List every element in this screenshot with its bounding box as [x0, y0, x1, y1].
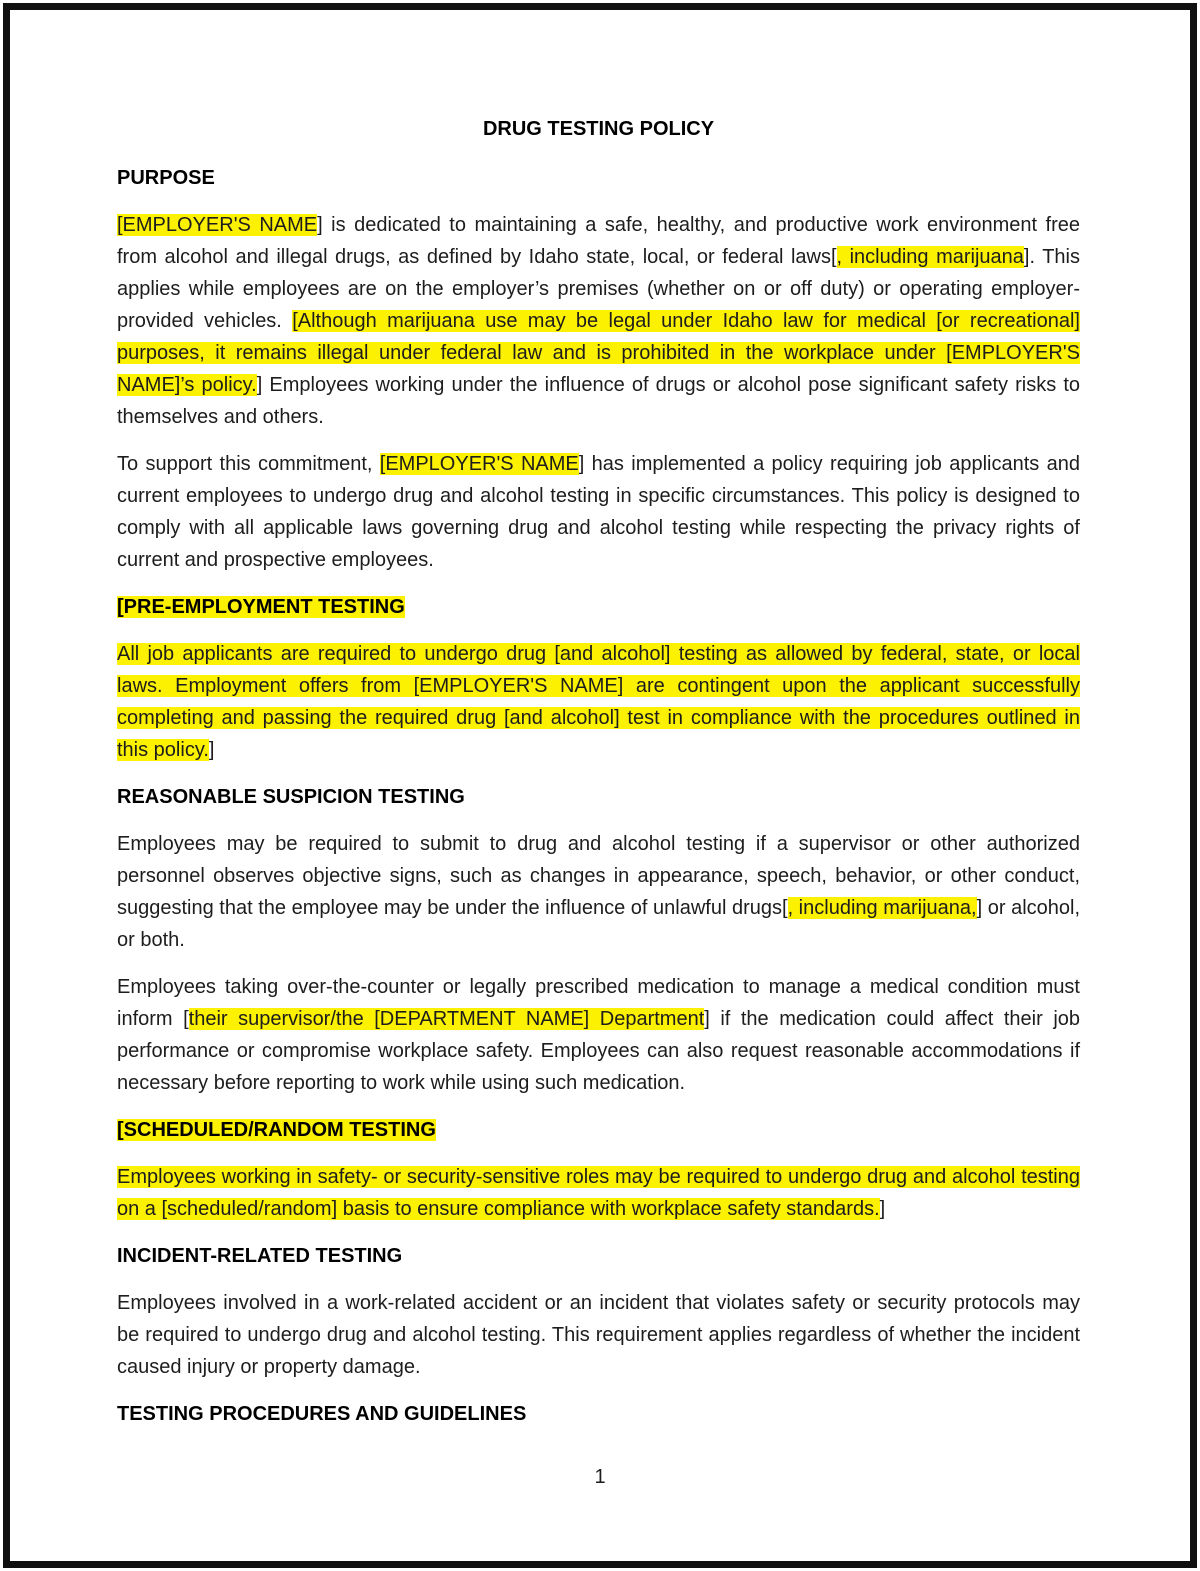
doc-title	[117, 113, 1080, 145]
highlighted-text: , including marijuana,	[787, 897, 977, 919]
text-segment: Employees involved in a work-related accident or an incident that violates safety or security protocols may be required to undergo drug and alcohol testing. This requirement applies regardless of whether the incident caused injury or property damage.	[117, 1292, 1080, 1378]
section-heading	[117, 781, 1080, 813]
highlighted-text: Employees working in safety- or security-sensitive roles may be required to undergo drug and alcohol testing on a [scheduled/random] basis to ensure compliance with workplace safety standards.	[117, 1166, 1080, 1220]
section-heading	[117, 1114, 1080, 1146]
paragraph	[117, 638, 1080, 766]
section-heading	[117, 162, 1080, 194]
highlighted-text: [PRE-EMPLOYMENT TESTING	[117, 596, 405, 618]
paragraph	[117, 828, 1080, 956]
document-body	[117, 113, 1080, 1445]
paragraph	[117, 448, 1080, 576]
text-segment: DRUG TESTING POLICY	[482, 118, 715, 140]
text-segment: To support this commitment,	[117, 453, 380, 475]
text-segment: Employees taking over-the-counter or legally prescribed medication to manage a medical condition must inform [	[117, 976, 1080, 1030]
paragraph	[117, 971, 1080, 1099]
page-number: 1	[594, 1466, 606, 1488]
section-heading	[117, 1240, 1080, 1272]
section-heading	[117, 1398, 1080, 1430]
text-segment: ]. This applies while employees are on the employer’s premises (whether on or off duty) or operating employer-provided vehicles.	[117, 246, 1080, 332]
text-segment: ] has implemented a policy requiring job applicants and current employees to undergo drug and alcohol testing in specific circumstances. This policy is designed to comply with all applicable laws governing drug and alcohol testing while respecting the privacy rights of current and prospective employees.	[117, 453, 1080, 571]
text-segment: TESTING PROCEDURES AND GUIDELINES	[117, 1403, 527, 1425]
section-heading	[117, 591, 1080, 623]
text-segment: INCIDENT-RELATED TESTING	[117, 1245, 403, 1267]
highlighted-text: [EMPLOYER'S NAME	[117, 214, 318, 236]
text-segment: Employees may be required to submit to drug and alcohol testing if a supervisor or other authorized personnel observes objective signs, such as changes in appearance, speech, behavior, or other conduct, suggesting that the employee may be under the influence of unlawful drugs[	[117, 833, 1080, 919]
highlighted-text: [SCHEDULED/RANDOM TESTING	[117, 1119, 436, 1141]
text-segment: ] is dedicated to maintaining a safe, healthy, and productive work environment free from alcohol and illegal drugs, as defined by Idaho state, local, or federal laws[	[117, 214, 1080, 268]
paragraph	[117, 1287, 1080, 1383]
text-segment: PURPOSE	[117, 167, 215, 189]
highlighted-text: , including marijuana	[836, 246, 1024, 268]
text-segment: ] if the medication could affect their job performance or compromise workplace safety. Employees can also request reasonable accommodations if necessary before reporting to work while using such medication.	[117, 1008, 1081, 1094]
text-segment: ]	[208, 739, 215, 761]
text-segment: ]	[879, 1198, 886, 1220]
highlighted-text: All job applicants are required to undergo drug [and alcohol] testing as allowed by federal, state, or local laws. Employment offers from [EMPLOYER'S NAME] are contingent upon the applicant successfully completing and passing the required drug [and alcohol] test in compliance with the procedures outlined in this policy.	[117, 643, 1080, 761]
highlighted-text: [Although marijuana use may be legal under Idaho law for medical [or recreational] purposes, it remains illegal under federal law and is prohibited in the workplace under [EMPLOYER'S NAME]’s policy.	[117, 310, 1080, 396]
highlighted-text: [EMPLOYER'S NAME	[379, 453, 579, 475]
paragraph	[117, 1161, 1080, 1225]
text-segment: REASONABLE SUSPICION TESTING	[117, 786, 465, 808]
text-segment: ] Employees working under the influence of drugs or alcohol pose significant safety risks to themselves and others.	[117, 374, 1080, 428]
highlighted-text: their supervisor/the [DEPARTMENT NAME] Department	[188, 1008, 705, 1030]
text-segment: ] or alcohol, or both.	[117, 897, 1081, 951]
paragraph	[117, 209, 1080, 433]
